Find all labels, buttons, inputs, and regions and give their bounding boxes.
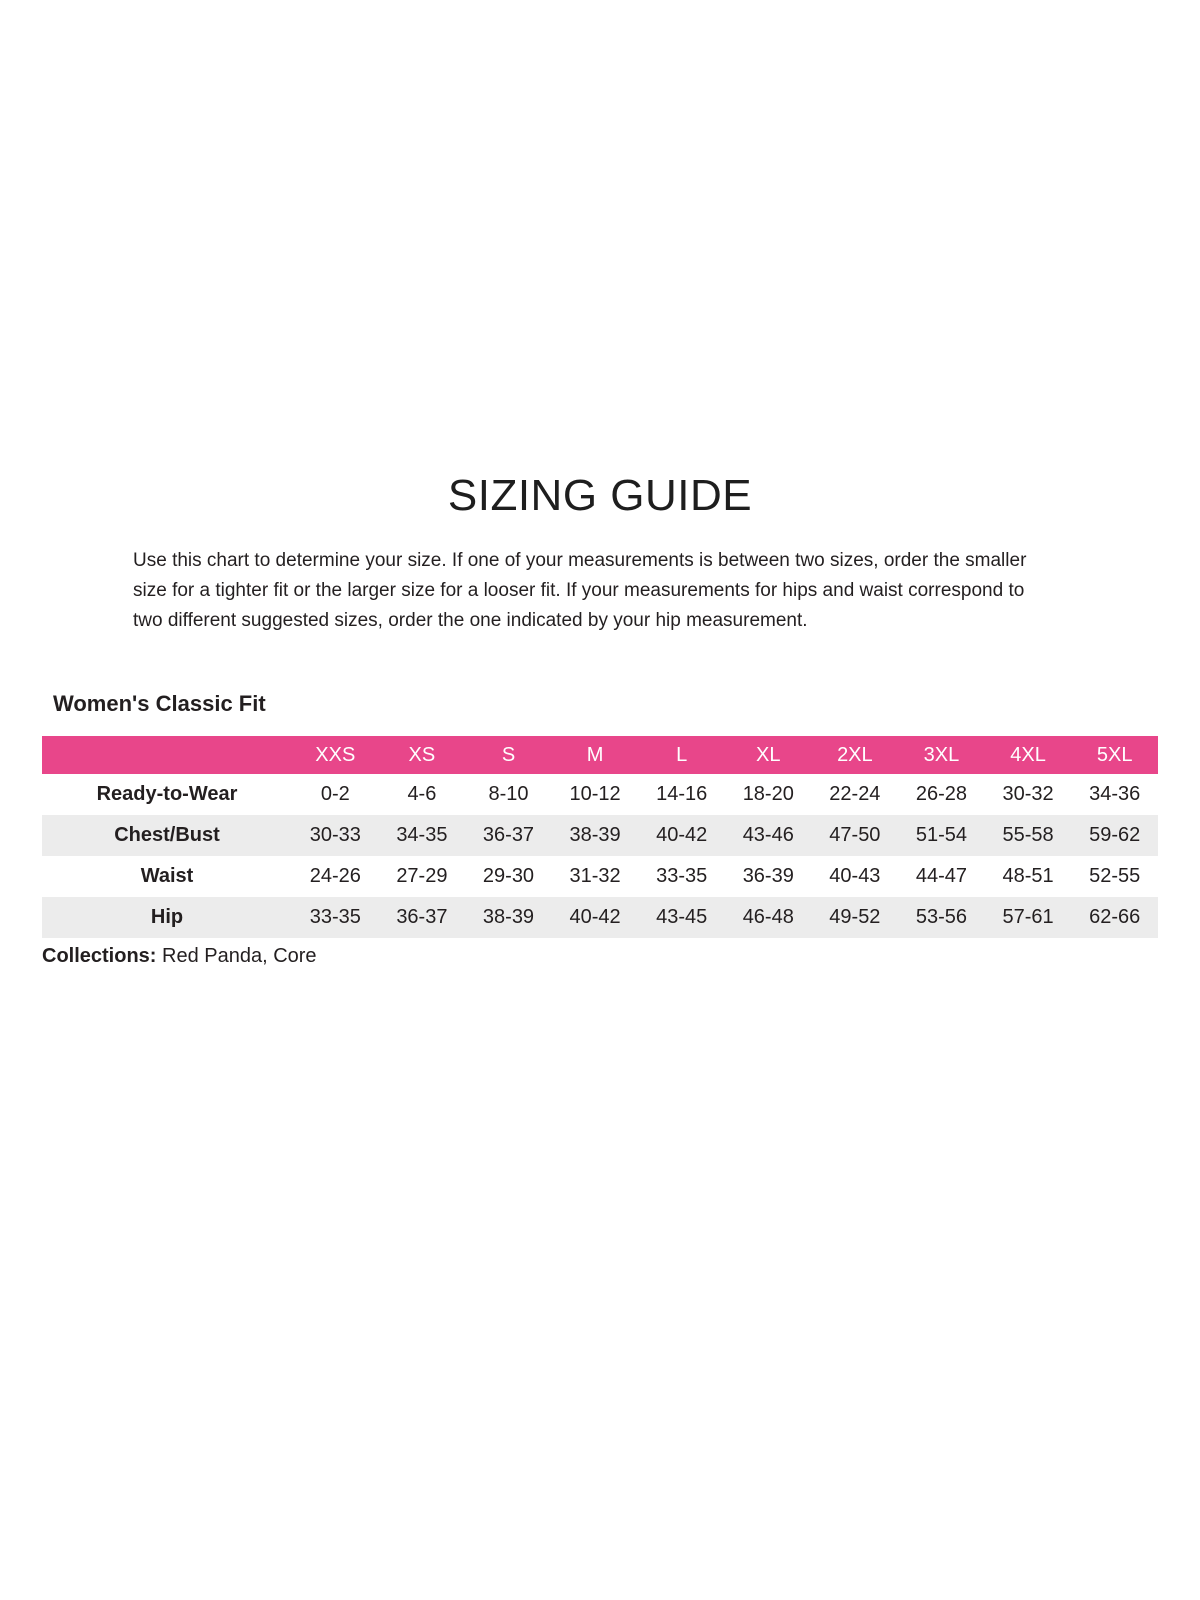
size-column-header: M <box>586 743 604 766</box>
size-value: 24-26 <box>309 865 361 888</box>
collections-label: Collections: <box>42 945 157 968</box>
size-value: 0-2 <box>320 783 350 806</box>
table-row-ready-to-wear <box>42 774 1158 815</box>
size-value: 36-37 <box>482 824 535 847</box>
size-value: 31-32 <box>569 865 621 888</box>
size-value: 51-54 <box>915 824 968 847</box>
size-value: 48-51 <box>1002 865 1054 888</box>
size-value: 22-24 <box>829 783 881 806</box>
size-column-header: XL <box>756 743 781 766</box>
row-label: Hip <box>150 906 184 929</box>
size-value: 33-35 <box>656 865 708 888</box>
size-value: 29-30 <box>482 865 535 888</box>
size-value: 44-47 <box>915 865 968 888</box>
size-column-header: 5XL <box>1096 743 1133 766</box>
row-label: Waist <box>140 865 194 888</box>
table-row-hip <box>42 897 1158 938</box>
table-row-chest-bust <box>42 815 1158 856</box>
size-table <box>42 736 1158 938</box>
size-value: 34-36 <box>1089 783 1141 806</box>
size-value: 40-43 <box>829 865 881 888</box>
size-value: 34-35 <box>396 824 448 847</box>
size-value: 18-20 <box>742 783 794 806</box>
collections-note <box>42 944 1200 968</box>
size-value: 30-32 <box>1002 783 1054 806</box>
size-value: 49-52 <box>829 906 881 929</box>
size-column-header: XS <box>408 743 436 766</box>
size-value: 36-37 <box>396 906 448 929</box>
size-value: 33-35 <box>309 906 361 929</box>
size-value: 43-46 <box>742 824 794 847</box>
size-value: 10-12 <box>569 783 621 806</box>
size-value: 47-50 <box>829 824 881 847</box>
collections-value: Red Panda, Core <box>162 945 317 968</box>
row-label: Chest/Bust <box>114 824 220 847</box>
size-value: 4-6 <box>407 783 437 806</box>
size-value: 26-28 <box>915 783 968 806</box>
size-value: 59-62 <box>1089 824 1141 847</box>
size-value: 38-39 <box>482 906 535 929</box>
size-value: 30-33 <box>309 824 361 847</box>
size-value: 40-42 <box>656 824 708 847</box>
size-column-header: XXS <box>315 743 356 766</box>
intro-line-3: two different suggested sizes, order the one indicated by your hip measurement. <box>133 610 808 631</box>
size-value: 62-66 <box>1089 906 1141 929</box>
size-value: 36-39 <box>742 865 794 888</box>
size-column-header: 4XL <box>1010 743 1046 766</box>
table-row-waist <box>42 856 1158 897</box>
size-value: 38-39 <box>569 824 621 847</box>
size-table-corner-cell <box>42 736 292 774</box>
size-value: 40-42 <box>569 906 621 929</box>
size-column-header: L <box>676 743 688 766</box>
size-value: 53-56 <box>915 906 968 929</box>
size-column-header: 2XL <box>837 743 873 766</box>
size-column-header: 3XL <box>923 743 960 766</box>
size-table-header-row <box>42 736 1158 774</box>
row-label: Ready-to-Wear <box>96 783 238 806</box>
size-value: 43-45 <box>656 906 708 929</box>
size-value: 14-16 <box>656 783 708 806</box>
size-value: 8-10 <box>488 783 529 806</box>
size-value: 46-48 <box>742 906 794 929</box>
size-value: 52-55 <box>1089 865 1141 888</box>
size-value: 27-29 <box>396 865 448 888</box>
size-value: 55-58 <box>1002 824 1054 847</box>
size-value: 57-61 <box>1002 906 1054 929</box>
intro-line-2: size for a tighter fit or the larger size for a looser fit. If your measurements for hips and waist correspond to <box>133 580 1025 601</box>
intro-paragraph <box>133 546 1200 636</box>
intro-line-1: Use this chart to determine your size. If one of your measurements is between two sizes, order the smaller <box>133 550 1027 571</box>
section-title: Women's Classic Fit <box>53 691 266 716</box>
size-column-header: S <box>501 743 516 766</box>
page-title: SIZING GUIDE <box>447 471 753 520</box>
